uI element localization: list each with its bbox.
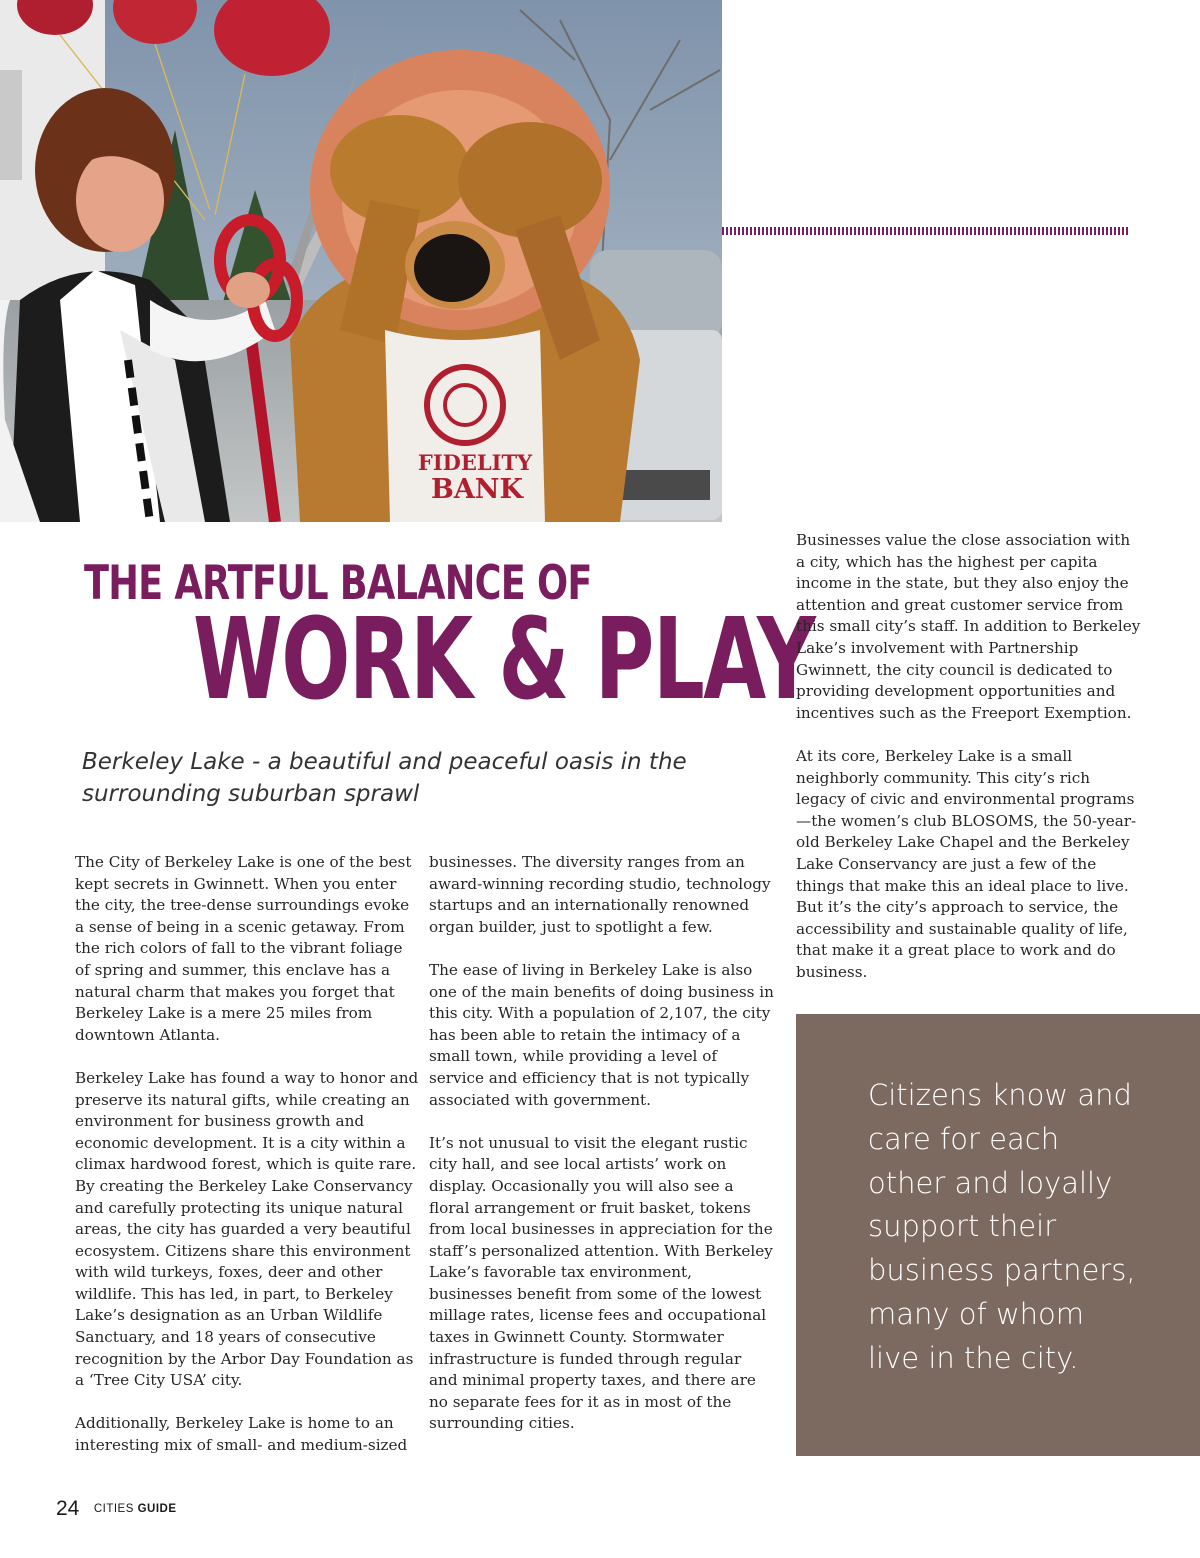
publication-name-bold: GUIDE — [137, 1503, 177, 1515]
shirt-text-line1: FIDELITY — [417, 450, 533, 475]
pullquote-box — [796, 1014, 1200, 1456]
paragraph: Businesses value the close association with a city, which has the highest per capita income in the state, but they also enjoy the attention and great customer service from this small city’s staff. In addition to Berkeley Lake’s involvement with Partnership Gwinnett, the city council is dedicated to providing development opportunities and incentives such as the Freeport Exemption. — [796, 531, 1141, 722]
headline: WORK & PLAY — [193, 595, 815, 725]
page-footer — [56, 1497, 177, 1521]
paragraph: It’s not unusual to visit the elegant rustic city hall, and see local artists’ work on display. Occasionally you will also see a floral arrangement or fruit basket, tokens from local businesses in appreciation for the staff’s personalized attention. With Berkeley Lake’s favorable tax environment, businesses benefit from some of the lowest millage rates, license fees and occupational taxes in Gwinnett County. Stormwater infrastructure is funded through regular and minimal property taxes, and there are no separate fees for it as in most of the surrounding cities. — [429, 1133, 773, 1433]
publication-name — [94, 1503, 177, 1515]
body-column-1 — [75, 852, 420, 1478]
decorative-dash-rule — [722, 227, 1130, 235]
body-column-2 — [429, 852, 774, 1457]
publication-name-light: CITIES — [93, 1503, 138, 1515]
hero-photo — [0, 0, 722, 522]
paragraph: The City of Berkeley Lake is one of the best kept secrets in Gwinnett. When you enter the city, the tree-dense surroundings evoke a sense of being in a scenic getaway. From the rich colors of fall to the vibrant foliage of spring and summer, this enclave has a natural charm that makes you forget that Berkeley Lake is a mere 25 miles from downtown Atlanta. — [75, 853, 412, 1044]
paragraph: Berkeley Lake has found a way to honor and preserve its natural gifts, while creating an environment for business growth and economic development. It is a city within a climax hardwood forest, which is quite rare. By creating the Berkeley Lake Conservancy and carefully protecting its unique natural areas, the city has guarded a very beautiful ecosystem. Citizens share this environment with wild turkeys, foxes, deer and other wildlife. This has led, in part, to Berkeley Lake’s designation as an Urban Wildlife Sanctuary, and 18 years of consecutive recognition by the Arbor Day Foundation as a ‘Tree City USA’ city. — [75, 1068, 419, 1390]
paragraph: Additionally, Berkeley Lake is home to an interesting mix of small- and medium-sized — [75, 1414, 408, 1455]
headline-kicker: THE ARTFUL BALANCE OF — [84, 556, 592, 611]
paragraph: The ease of living in Berkeley Lake is also one of the main benefits of doing business in this city. With a population of 2,107, the city has been able to retain the intimacy of a small town, while providing a level of service and efficiency that is not typically associated with government. — [429, 960, 774, 1109]
shirt-text-line2: BANK — [431, 474, 523, 505]
pullquote-text: Citizens know and care for each other and loyally support their business partners, many of whom live in the city. — [868, 1078, 1136, 1375]
paragraph: businesses. The diversity ranges from an award-winning recording studio, technology startups and an internationally renowned organ builder, just to spotlight a few. — [429, 853, 771, 936]
body-column-3 — [796, 530, 1141, 1005]
paragraph: At its core, Berkeley Lake is a small neighborly community. This city’s rich legacy of civic and environmental programs—the women’s club BLOSOMS, the 50-year-old Berkeley Lake Chapel and the Berkeley Lake Conservancy are just a few of the things that make this an ideal place to live. But it’s the city’s approach to service, the accessibility and sustainable quality of life, that make it a great place to work and do business. — [796, 746, 1137, 981]
page-number: 24 — [56, 1497, 80, 1520]
deck-subtitle: Berkeley Lake - a beautiful and peaceful oasis in the surrounding suburban sprawl — [82, 749, 687, 807]
